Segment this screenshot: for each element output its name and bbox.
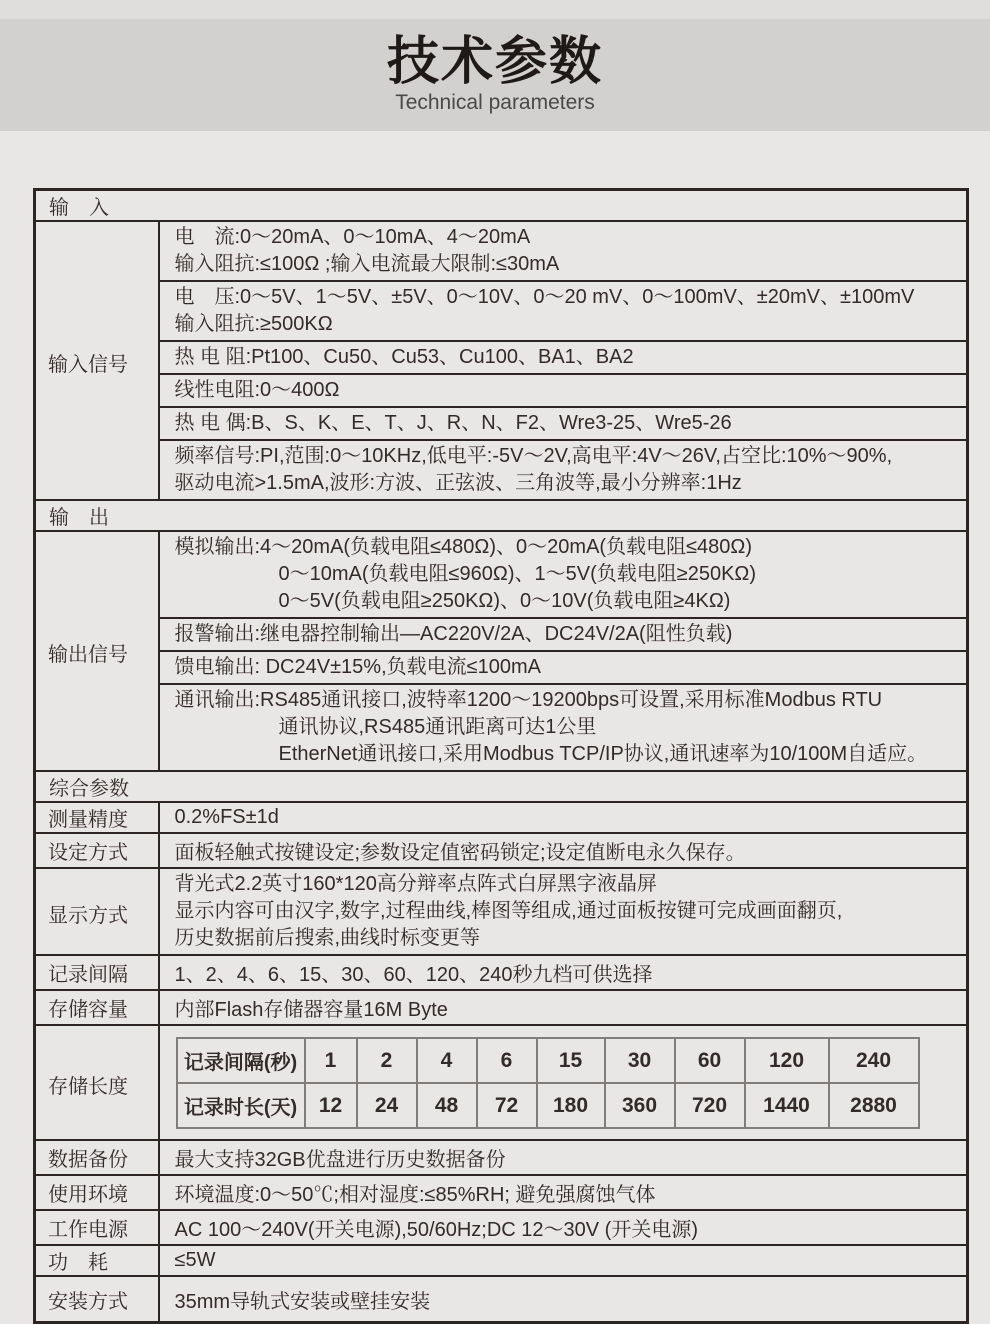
backup-value: 最大支持32GB优盘进行历史数据备份 (159, 1140, 968, 1175)
row-power (35, 1210, 968, 1245)
display-line-3: 历史数据前后搜索,曲线时标变更等 (174, 927, 481, 949)
storage-interval-label: 记录间隔(秒) (177, 1038, 305, 1083)
row-backup (35, 1140, 968, 1175)
page-title: 技术参数 (386, 33, 603, 91)
storage-duration-row (177, 1083, 919, 1128)
consumption-value: ≤5W (159, 1245, 968, 1276)
display-line-1: 背光式2.2英寸160*120高分辩率点阵式白屏黑字液晶屏 (174, 873, 657, 895)
storage-duration-label: 记录时长(天) (177, 1083, 305, 1128)
title-band (0, 19, 990, 131)
power-label: 工作电源 (35, 1210, 159, 1245)
storage-interval-value: 1 (305, 1038, 357, 1083)
output-alarm-line: 报警输出:继电器控制输出—AC220V/2A、DC24V/2A(阻性负载) (174, 623, 733, 645)
mounting-label: 安装方式 (35, 1276, 159, 1323)
capacity-label: 存储容量 (35, 990, 159, 1025)
input-linear-line: 线性电阻:0～400Ω (174, 379, 340, 401)
storage-interval-value: 60 (675, 1038, 745, 1083)
accuracy-value: 0.2%FS±1d (159, 802, 968, 833)
display-line-2: 显示内容可由汉字,数字,过程曲线,棒图等组成,通过面板按键可完成画面翻页, (174, 900, 843, 922)
row-output-signal (35, 531, 968, 771)
input-current-line-1: 电 流:0～20mA、0～10mA、4～20mA (174, 226, 531, 248)
input-rtd-block (160, 342, 967, 375)
input-thermocouple-block (160, 408, 967, 441)
setting-value: 面板轻触式按键设定;参数设定值密码锁定;设定值断电永久保存。 (159, 833, 968, 868)
output-analog-line-1: 模拟输出:4～20mA(负载电阻≤480Ω)、0～20mA(负载电阻≤480Ω) (174, 536, 753, 558)
output-analog-line-3: 0～5V(负载电阻≥250KΩ)、0～10V(负载电阻≥4KΩ) (278, 590, 731, 612)
storage-duration-value: 1440 (745, 1083, 829, 1128)
storage-interval-row (177, 1038, 919, 1083)
mounting-value: 35mm导轨式安装或壁挂安装 (159, 1276, 968, 1323)
storage-interval-value: 240 (829, 1038, 919, 1083)
display-label: 显示方式 (35, 868, 159, 955)
output-analog-block (160, 532, 967, 619)
input-current-block (160, 222, 967, 282)
section-row-output (35, 500, 968, 531)
display-value (159, 868, 968, 955)
storage-interval-value: 2 (357, 1038, 417, 1083)
accuracy-label: 测量精度 (35, 802, 159, 833)
input-voltage-block (160, 282, 967, 342)
display-lines-block (160, 869, 967, 954)
row-interval (35, 955, 968, 990)
row-capacity (35, 990, 968, 1025)
storage-interval-value: 30 (605, 1038, 675, 1083)
input-rtd-line: 热 电 阻:Pt100、Cu50、Cu53、Cu100、BA1、BA2 (174, 346, 634, 368)
storage-duration-value: 2880 (829, 1083, 919, 1128)
interval-value: 1、2、4、6、15、30、60、120、240秒九档可供选择 (159, 955, 968, 990)
row-input-signal (35, 221, 968, 500)
storage-duration-value: 360 (605, 1083, 675, 1128)
output-comm-line-1: 通讯输出:RS485通讯接口,波特率1200～19200bps可设置,采用标准Modbus RTU (174, 689, 883, 711)
storage-interval-value: 15 (537, 1038, 605, 1083)
section-row-input (35, 190, 968, 222)
setting-label: 设定方式 (35, 833, 159, 868)
output-feed-block (160, 652, 967, 685)
output-comm-line-3: EtherNet通讯接口,采用Modbus TCP/IP协议,通讯速率为10/100M自适应。 (278, 743, 928, 765)
capacity-value: 内部Flash存储器容量16M Byte (159, 990, 968, 1025)
storage-duration-value: 72 (477, 1083, 537, 1128)
row-accuracy (35, 802, 968, 833)
input-current-line-2: 输入阻抗:≤100Ω ;输入电流最大限制:≤30mA (174, 253, 560, 275)
backup-label: 数据备份 (35, 1140, 159, 1175)
storage-length-value (159, 1025, 968, 1140)
output-alarm-block (160, 619, 967, 652)
storage-duration-value: 720 (675, 1083, 745, 1128)
input-signal-label: 输入信号 (35, 221, 159, 500)
input-signal-value (159, 221, 968, 500)
storage-duration-value: 24 (357, 1083, 417, 1128)
environment-label: 使用环境 (35, 1175, 159, 1210)
storage-interval-value: 4 (417, 1038, 477, 1083)
row-display (35, 868, 968, 955)
spec-table (33, 188, 969, 1324)
output-feed-line: 馈电输出: DC24V±15%,负载电流≤100mA (174, 656, 541, 678)
consumption-label: 功 耗 (35, 1245, 159, 1276)
section-header-output: 输 出 (35, 500, 968, 531)
storage-table (176, 1037, 920, 1129)
output-comm-block (160, 685, 967, 770)
input-voltage-line-1: 电 压:0～5V、1～5V、±5V、0～10V、0～20 mV、0～100mV、±20mV、±100mV (174, 286, 915, 308)
input-frequency-block (160, 441, 967, 499)
input-voltage-line-2: 输入阻抗:≥500KΩ (174, 313, 333, 335)
input-frequency-line-2: 驱动电流>1.5mA,波形:方波、正弦波、三角波等,最小分辨率:1Hz (174, 472, 742, 494)
storage-duration-value: 48 (417, 1083, 477, 1128)
row-setting (35, 833, 968, 868)
row-storage-length (35, 1025, 968, 1140)
interval-label: 记录间隔 (35, 955, 159, 990)
input-linear-block (160, 375, 967, 408)
storage-duration-value: 12 (305, 1083, 357, 1128)
input-thermocouple-line: 热 电 偶:B、S、K、E、T、J、R、N、F2、Wre3-25、Wre5-26 (174, 412, 732, 434)
storage-length-label: 存储长度 (35, 1025, 159, 1140)
section-row-general (35, 771, 968, 802)
storage-duration-value: 180 (537, 1083, 605, 1128)
top-strip (0, 0, 990, 19)
row-environment (35, 1175, 968, 1210)
environment-value: 环境温度:0～50℃;相对湿度:≤85%RH; 避免强腐蚀气体 (159, 1175, 968, 1210)
row-consumption (35, 1245, 968, 1276)
storage-interval-value: 120 (745, 1038, 829, 1083)
storage-interval-value: 6 (477, 1038, 537, 1083)
output-comm-line-2: 通讯协议,RS485通讯距离可达1公里 (278, 716, 597, 738)
output-signal-label: 输出信号 (35, 531, 159, 771)
output-signal-value (159, 531, 968, 771)
page-subtitle: Technical parameters (395, 91, 595, 114)
power-value: AC 100～240V(开关电源),50/60Hz;DC 12～30V (开关电源) (159, 1210, 968, 1245)
section-header-input: 输 入 (35, 190, 968, 222)
output-analog-line-2: 0～10mA(负载电阻≤960Ω)、1～5V(负载电阻≥250KΩ) (278, 563, 757, 585)
section-header-general: 综合参数 (35, 771, 968, 802)
row-mounting (35, 1276, 968, 1323)
input-frequency-line-1: 频率信号:PI,范围:0～10KHz,低电平:-5V～2V,高电平:4V～26V,占空比:10%～90%, (174, 445, 893, 467)
